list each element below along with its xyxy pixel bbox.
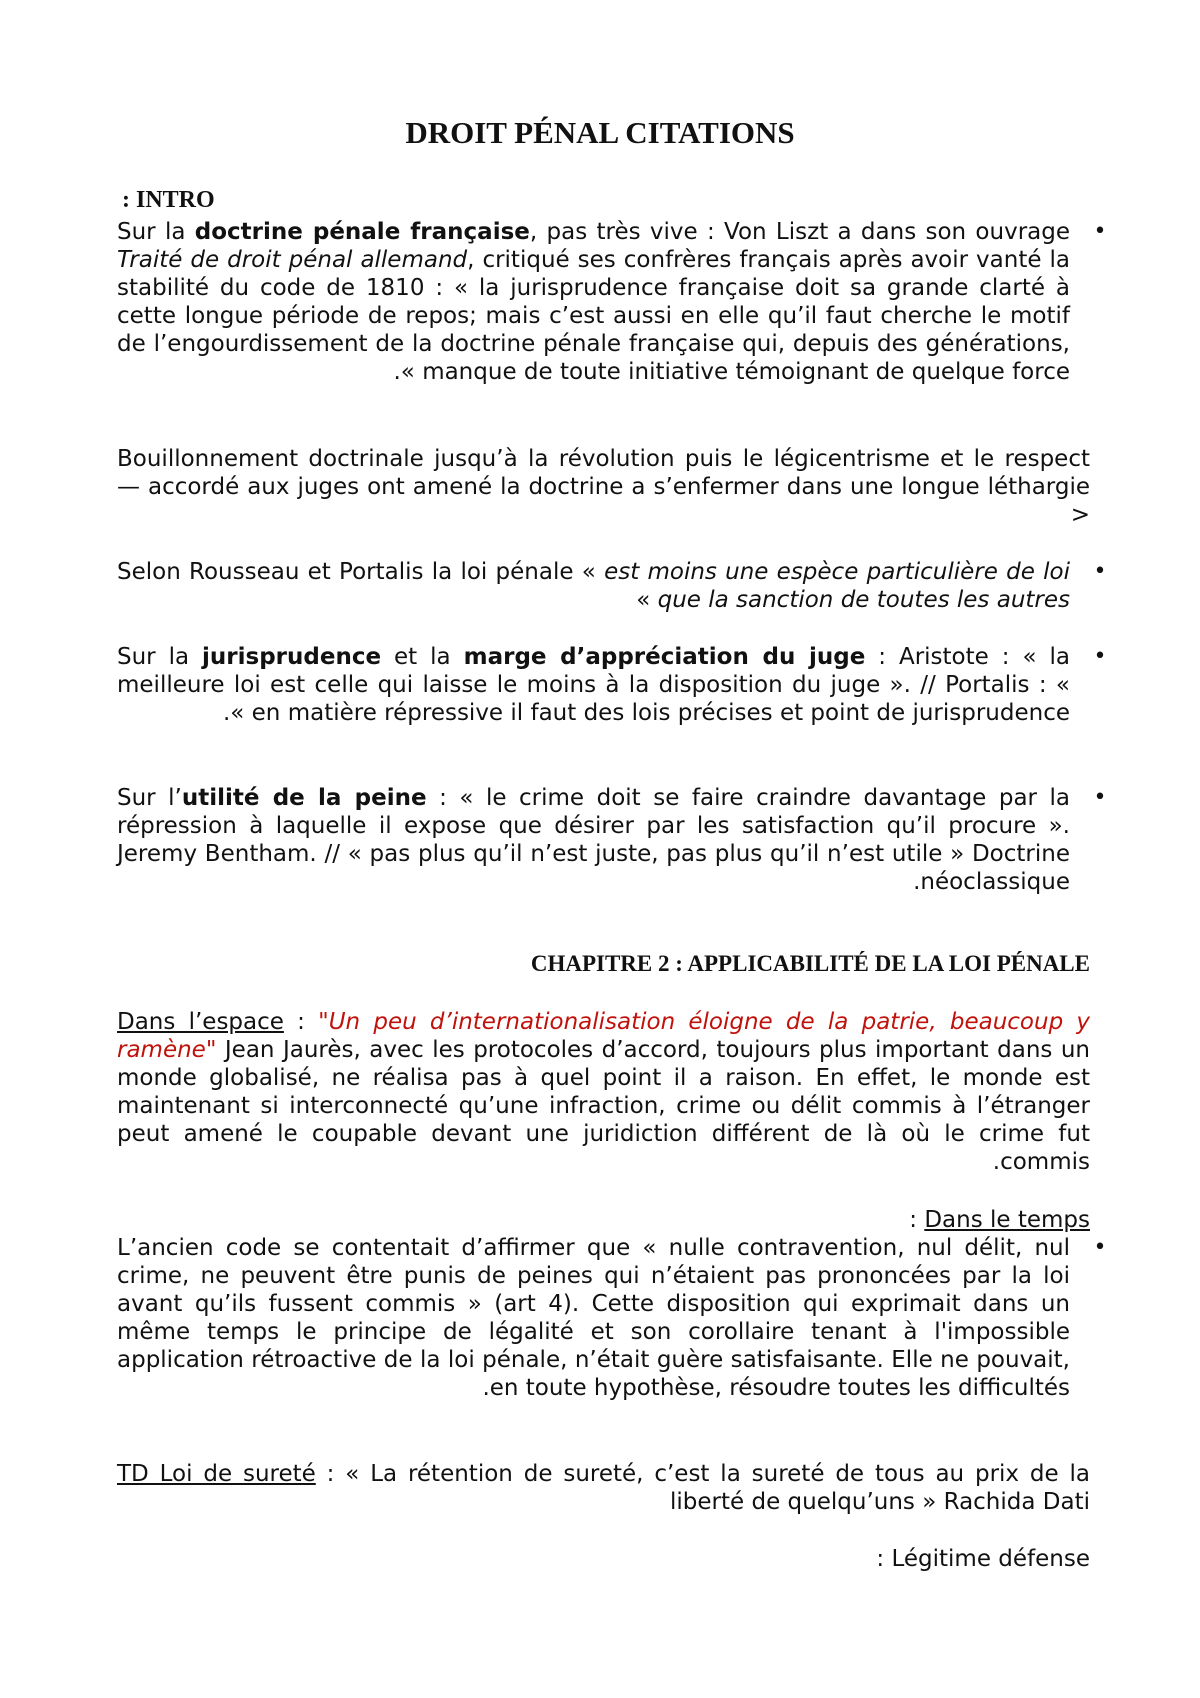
paragraph-jurisprudence: Sur la jurisprudence et la marge d’appréciation du juge : Aristote : « la meilleure loi est celle qui laisse le moins à la disposition du juge ». // Portalis : « en matière répressive il faut des lois précises et point de jurisprudence ». bbox=[117, 644, 1070, 726]
temps-heading-line: Dans le temps : bbox=[909, 1207, 1090, 1233]
document-title: DROIT PÉNAL CITATIONS bbox=[405, 115, 795, 150]
bullet-icon: • bbox=[1093, 1235, 1107, 1260]
legitime-defense-heading: : Légitime défense bbox=[876, 1546, 1090, 1572]
intro-heading: : INTRO bbox=[122, 187, 215, 213]
td-label: TD Loi de sureté bbox=[117, 1461, 316, 1487]
paragraph-temps: L’ancien code se contentait d’affirmer que « nulle contravention, nul délit, nul crime, ne peuvent être punis de peines qui n’étaient pas prononcées par la loi avant qu’ils fussent commis » (art 4). Cette disposition qui exprimait dans un même temps le principe de légalité et son corollaire tenant à l'impossible application rétroactive de la loi pénale, n’était guère satisfaisante. Elle ne pouvait, en toute hypothèse, résoudre toutes les difficultés. bbox=[117, 1235, 1070, 1401]
bullet-icon: • bbox=[1093, 559, 1107, 584]
arrow-icon: —> bbox=[117, 474, 1090, 528]
paragraph-utilite-peine: Sur l’utilité de la peine : « le crime doit se faire craindre davantage par la répression à laquelle il expose que désirer par les satisfaction qu’il procure ». Jeremy Bentham. // « pas plus qu’il n’est juste, pas plus qu’il n’est utile » Doctrine néoclassique. bbox=[117, 785, 1071, 895]
paragraph-bouillonnement: Bouillonnement doctrinale jusqu’à la révolution puis le légicentrisme et le respect accordé aux juges ont amené la doctrine a s’enfermer dans une longue léthargie —> bbox=[117, 446, 1090, 528]
bullet-icon: • bbox=[1093, 644, 1107, 669]
bullet-icon: • bbox=[1093, 219, 1107, 244]
bullet-icon: • bbox=[1093, 785, 1107, 810]
chapter-2-heading: CHAPITRE 2 : APPLICABILITÉ DE LA LOI PÉNALE bbox=[530, 951, 1090, 976]
paragraph-espace: Dans l’espace : "Un peu d’internationalisation éloigne de la patrie, beaucoup y ramène" Jean Jaurès, avec les protocoles d’accord, toujours plus important dans un monde globalisé, ne réalisa pas à quel point il a raison. En effet, le monde est maintenant si interconnecté qu’une infraction, crime ou délit commis à l’étranger peut amené le coupable devant une juridiction différent de là où le crime fut commis. bbox=[117, 1009, 1091, 1175]
paragraph-rousseau-portalis: Selon Rousseau et Portalis la loi pénale « est moins une espèce particulière de loi que la sanction de toutes les autres » bbox=[117, 559, 1070, 613]
jaures-quote: "Un peu d’internationalisation éloigne de la patrie, beaucoup y ramène" bbox=[117, 1009, 1091, 1063]
paragraph-td-surete: TD Loi de sureté : « La rétention de sureté, c’est la sureté de tous au prix de la liberté de quelqu’uns » Rachida Dati bbox=[117, 1461, 1090, 1515]
espace-heading: Dans l’espace bbox=[117, 1009, 284, 1035]
temps-heading: Dans le temps bbox=[924, 1207, 1090, 1233]
paragraph-doctrine: Sur la doctrine pénale française, pas très vive : Von Liszt a dans son ouvrage Traité de droit pénal allemand, critiqué ses confrères français après avoir vanté la stabilité du code de 1810 : « la jurisprudence française doit sa grande clarté à cette longue période de repos; mais c’est aussi en elle qu’il faut cherche le motif de l’engourdissement de la doctrine pénale française qui, depuis des générations, manque de toute initiative témoignant de quelque force ». bbox=[117, 219, 1070, 385]
